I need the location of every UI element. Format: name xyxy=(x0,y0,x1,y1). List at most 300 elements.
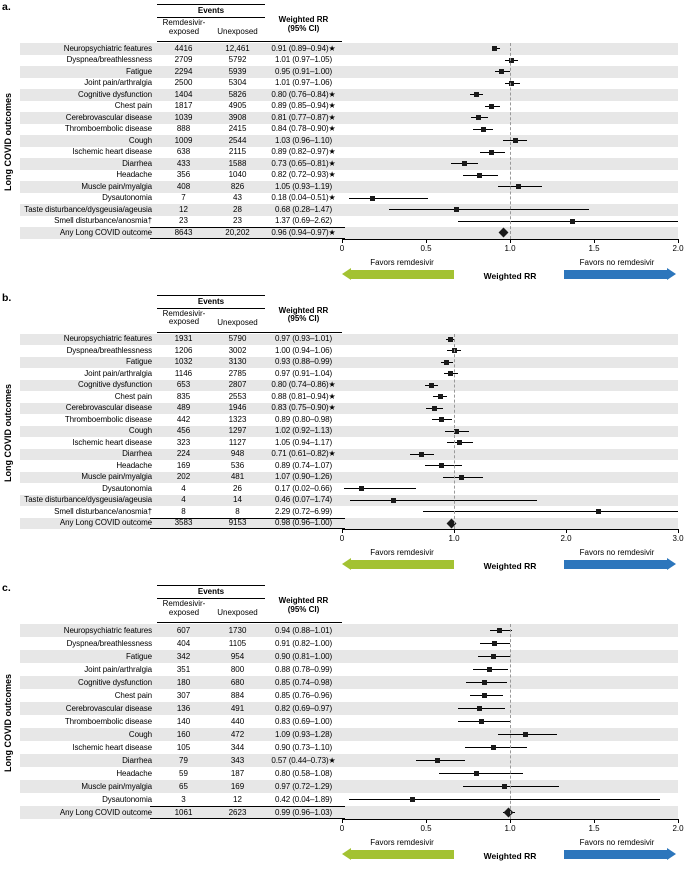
axis-footer xyxy=(20,838,678,869)
forest-rows xyxy=(20,43,678,239)
outcome-row xyxy=(20,43,678,55)
outcome-row xyxy=(20,495,678,507)
outcome-row xyxy=(20,334,678,346)
favors-left-label: Favors remdesivir xyxy=(370,838,434,847)
unexposed-count: 5939 xyxy=(228,66,247,76)
exposed-count: 160 xyxy=(176,729,191,739)
outcome-row xyxy=(20,124,678,136)
outcome-label: Fatigue xyxy=(126,651,152,661)
exposed-count: 356 xyxy=(176,170,191,180)
unexposed-count: 1323 xyxy=(228,414,247,424)
outcome-label: Dysautonomia xyxy=(102,483,152,493)
point-estimate-marker xyxy=(474,771,479,776)
exposed-count: 140 xyxy=(176,716,191,726)
ci-line xyxy=(423,511,678,512)
exposed-count: 1146 xyxy=(174,368,193,378)
outcome-label: Smell disturbance/anosmia† xyxy=(54,506,152,516)
rr-ci-value: 1.02 (0.92–1.13) xyxy=(274,426,333,436)
exposed-count: 79 xyxy=(179,755,188,765)
axis-tick xyxy=(566,529,567,533)
exposed-count: 4416 xyxy=(174,43,193,53)
exposed-count: 2294 xyxy=(174,66,193,76)
favors-left-arrow xyxy=(351,270,454,279)
rr-ci-value: 0.82 (0.69–0.97) xyxy=(274,703,333,713)
rr-ci-value: 0.81 (0.77–0.87)★ xyxy=(271,112,336,122)
rr-ci-value: 0.18 (0.04–0.51)★ xyxy=(271,193,336,203)
favors-right-arrow xyxy=(564,850,667,859)
outcome-row xyxy=(20,101,678,113)
axis-tick xyxy=(678,239,679,243)
point-estimate-marker xyxy=(444,360,449,365)
forest-rows xyxy=(20,334,678,530)
forest-rows xyxy=(20,624,678,819)
outcome-label: Diarrhea xyxy=(122,158,152,168)
ci-line xyxy=(465,747,527,748)
axis-tick xyxy=(342,819,343,823)
rr-ci-value: 0.80 (0.76–0.84)★ xyxy=(271,89,336,99)
rr-ci-value: 0.88 (0.78–0.99) xyxy=(274,664,333,674)
rr-ci-value: 0.42 (0.04–1.89) xyxy=(274,794,333,804)
unexposed-count: 472 xyxy=(230,729,245,739)
unexposed-count: 187 xyxy=(230,768,245,778)
outcome-row xyxy=(20,637,678,650)
rr-ci-value: 0.71 (0.61–0.82)★ xyxy=(271,449,336,459)
point-estimate-marker xyxy=(570,219,575,224)
outcome-label: Cerebrovascular disease xyxy=(65,703,152,713)
outcome-row xyxy=(20,193,678,205)
outcome-label: Thromboembolic disease xyxy=(64,124,152,134)
overall-diamond-marker xyxy=(498,228,508,238)
outcome-label: Cognitive dysfunction xyxy=(78,89,152,99)
exposed-count: 105 xyxy=(176,742,191,752)
ci-line xyxy=(458,221,678,222)
axis-line xyxy=(342,529,678,530)
exposed-count: 1039 xyxy=(174,112,193,122)
point-estimate-marker xyxy=(596,509,601,514)
point-estimate-marker xyxy=(491,745,496,750)
exposed-count: 433 xyxy=(176,158,191,168)
y-axis-label: Long COVID outcomes xyxy=(3,93,13,192)
exposed-count: 456 xyxy=(176,426,191,436)
point-estimate-marker xyxy=(502,784,507,789)
unexposed-count: 440 xyxy=(230,716,245,726)
outcome-row xyxy=(20,345,678,357)
outcome-row xyxy=(20,204,678,216)
unexposed-count: 1040 xyxy=(228,170,247,180)
axis-tick-label: 3.0 xyxy=(672,534,684,543)
exposed-count: 2709 xyxy=(174,55,193,65)
unexposed-count: 826 xyxy=(230,181,245,191)
point-estimate-marker xyxy=(370,196,375,201)
outcome-row xyxy=(20,380,678,392)
unexposed-count: 3002 xyxy=(228,345,247,355)
unexposed-count: 2415 xyxy=(228,124,247,134)
column-header-unexposed: Unexposed xyxy=(217,27,258,36)
ci-line xyxy=(344,488,416,489)
axis-tick xyxy=(426,239,427,243)
outcome-row xyxy=(20,518,678,530)
exposed-count: 4 xyxy=(181,483,186,493)
point-estimate-marker xyxy=(479,719,484,724)
outcome-label: Any Long COVID outcome xyxy=(59,518,152,528)
outcome-label: Cough xyxy=(128,426,152,436)
outcome-label: Dyspnea/breathlessness xyxy=(66,345,152,355)
point-estimate-marker xyxy=(432,406,437,411)
rr-ci-value: 0.91 (0.89–0.94)★ xyxy=(271,43,336,53)
exposed-count: 607 xyxy=(176,625,191,635)
outcome-label: Thromboembolic disease xyxy=(64,716,152,726)
column-header-events: Events xyxy=(197,6,225,15)
exposed-count: 3583 xyxy=(174,518,193,528)
weighted-rr-axis-label: Weighted RR xyxy=(483,561,537,571)
exposed-count: 59 xyxy=(179,768,188,778)
rr-ci-value: 0.89 (0.80–0.98) xyxy=(274,414,333,424)
ci-line xyxy=(458,721,510,722)
exposed-count: 1404 xyxy=(174,89,193,99)
point-estimate-marker xyxy=(491,654,496,659)
point-estimate-marker xyxy=(454,207,459,212)
outcome-label: Cerebrovascular disease xyxy=(65,112,152,122)
panel-body xyxy=(20,3,684,289)
axis-tick-label: 0 xyxy=(339,243,345,253)
point-estimate-marker xyxy=(448,371,453,376)
exposed-count: 489 xyxy=(176,403,191,413)
exposed-count: 23 xyxy=(179,216,188,226)
unexposed-count: 1730 xyxy=(228,625,247,635)
exposed-count: 1931 xyxy=(174,334,193,344)
point-estimate-marker xyxy=(410,797,415,802)
rr-ci-value: 0.46 (0.07–1.74) xyxy=(274,495,333,505)
exposed-count: 1817 xyxy=(174,101,193,111)
unexposed-count: 1127 xyxy=(228,437,247,447)
outcome-row xyxy=(20,449,678,461)
outcome-row xyxy=(20,663,678,676)
outcome-label: Cognitive dysfunction xyxy=(78,677,152,687)
rr-ci-value: 1.09 (0.93–1.28) xyxy=(274,729,333,739)
column-header-unexposed: Unexposed xyxy=(217,608,258,617)
ci-line xyxy=(416,760,465,761)
column-header-unexposed: Unexposed xyxy=(217,317,258,327)
outcome-row xyxy=(20,368,678,380)
outcome-row xyxy=(20,806,678,819)
exposed-count: 224 xyxy=(176,449,191,459)
outcome-row xyxy=(20,55,678,67)
point-estimate-marker xyxy=(523,732,528,737)
rr-ci-value: 0.94 (0.88–1.01) xyxy=(274,625,333,635)
rr-ci-value: 2.29 (0.72–6.99) xyxy=(274,506,333,516)
panel-letter: a. xyxy=(2,1,11,13)
outcome-label: Fatigue xyxy=(126,66,152,76)
unexposed-count: 536 xyxy=(230,460,245,470)
outcome-label: Chest pain xyxy=(114,690,152,700)
point-estimate-marker xyxy=(513,138,518,143)
rr-ci-value: 0.89 (0.85–0.94)★ xyxy=(271,101,336,111)
ci-line xyxy=(349,198,428,199)
rr-ci-value: 1.37 (0.69–2.62) xyxy=(274,216,333,226)
point-estimate-marker xyxy=(487,667,492,672)
outcome-row xyxy=(20,135,678,147)
exposed-count: 1032 xyxy=(174,357,193,367)
header-bottom-rule xyxy=(157,622,342,623)
exposed-count: 888 xyxy=(176,124,191,134)
outcome-label: Cough xyxy=(128,729,152,739)
column-header-exposed: Remdesivir- exposed xyxy=(162,599,206,617)
unexposed-count: 43 xyxy=(233,193,242,203)
rr-ci-value: 0.73 (0.65–0.81)★ xyxy=(271,158,336,168)
outcome-row xyxy=(20,483,678,495)
rr-ci-value: 1.05 (0.94–1.17) xyxy=(274,437,333,447)
rr-ci-value: 0.84 (0.78–0.90)★ xyxy=(271,124,336,134)
point-estimate-marker xyxy=(457,440,462,445)
outcome-row xyxy=(20,460,678,472)
exposed-count: 4 xyxy=(181,495,186,505)
point-estimate-marker xyxy=(439,417,444,422)
outcome-row xyxy=(20,506,678,518)
unexposed-count: 2785 xyxy=(228,368,247,378)
unexposed-count: 169 xyxy=(230,781,245,791)
axis-tick-label: 0.5 xyxy=(420,243,432,253)
unexposed-count: 4905 xyxy=(228,101,247,111)
rr-ci-value: 0.82 (0.72–0.93)★ xyxy=(271,170,336,180)
exposed-count: 638 xyxy=(176,147,191,157)
outcome-label: Neuropsychiatric features xyxy=(63,334,152,344)
rr-ci-value: 0.80 (0.58–1.08) xyxy=(274,768,333,778)
outcome-row xyxy=(20,715,678,728)
x-axis xyxy=(20,529,684,546)
outcome-label: Any Long COVID outcome xyxy=(59,807,152,817)
axis-footer xyxy=(20,548,678,579)
exposed-count: 408 xyxy=(176,181,191,191)
axis-tick xyxy=(678,819,679,823)
unexposed-count: 5792 xyxy=(228,55,247,65)
unexposed-count: 2115 xyxy=(228,147,247,157)
exposed-count: 136 xyxy=(176,703,191,713)
rr-ci-value: 0.83 (0.69–1.00) xyxy=(274,716,333,726)
exposed-count: 180 xyxy=(176,677,191,687)
column-header-exposed: Remdesivir- exposed xyxy=(162,308,206,327)
favors-left-arrow xyxy=(351,850,454,859)
rr-ci-value: 1.05 (0.93–1.19) xyxy=(274,181,333,191)
exposed-count: 8 xyxy=(181,506,186,516)
outcome-label: Ischemic heart disease xyxy=(72,147,152,157)
unexposed-count: 954 xyxy=(230,651,245,661)
point-estimate-marker xyxy=(419,452,424,457)
axis-tick xyxy=(594,819,595,823)
point-estimate-marker xyxy=(459,475,464,480)
outcome-row xyxy=(20,472,678,484)
panel-a xyxy=(0,3,685,289)
unexposed-count: 5826 xyxy=(228,89,247,99)
outcome-label: Neuropsychiatric features xyxy=(63,43,152,53)
outcome-row xyxy=(20,216,678,228)
axis-tick-label: 2.0 xyxy=(672,824,684,833)
point-estimate-marker xyxy=(477,173,482,178)
outcome-row xyxy=(20,728,678,741)
rr-ci-value: 0.80 (0.74–0.86)★ xyxy=(271,380,336,390)
outcome-row xyxy=(20,170,678,182)
overall-diamond-marker xyxy=(503,808,513,818)
point-estimate-marker xyxy=(429,383,434,388)
rr-ci-value: 0.91 (0.82–1.00) xyxy=(274,638,333,648)
rr-ci-value: 0.83 (0.75–0.90)★ xyxy=(271,403,336,413)
outcome-label: Cerebrovascular disease xyxy=(65,403,152,413)
column-header-weighted-rr: Weighted RR (95% CI) xyxy=(278,596,329,614)
outcome-label: Cognitive dysfunction xyxy=(78,380,152,390)
point-estimate-marker xyxy=(482,680,487,685)
weighted-rr-axis-label: Weighted RR xyxy=(483,270,537,281)
panel-c xyxy=(0,584,685,869)
point-estimate-marker xyxy=(516,184,521,189)
rr-ci-value: 0.57 (0.44–0.73)★ xyxy=(271,755,336,765)
favors-right-label: Favors no remdesivir xyxy=(579,548,655,557)
outcome-row xyxy=(20,78,678,90)
events-top-rule xyxy=(157,295,265,296)
rr-ci-value: 0.85 (0.74–0.98) xyxy=(274,677,333,687)
axis-footer xyxy=(20,258,678,289)
favors-right-arrow xyxy=(564,560,667,569)
axis-tick-label: 2.0 xyxy=(560,534,572,543)
rr-ci-value: 0.17 (0.02–0.66) xyxy=(274,483,333,493)
unexposed-count: 9153 xyxy=(228,518,247,528)
unexposed-count: 1105 xyxy=(228,638,247,648)
outcome-label: Dyspnea/breathlessness xyxy=(66,55,152,65)
exposed-count: 442 xyxy=(176,414,191,424)
outcome-label: Diarrhea xyxy=(122,755,152,765)
outcome-label: Neuropsychiatric features xyxy=(63,625,152,635)
rr-ci-value: 0.90 (0.81–1.00) xyxy=(274,651,333,661)
unexposed-count: 948 xyxy=(230,449,245,459)
exposed-count: 835 xyxy=(176,391,191,401)
outcome-label: Cough xyxy=(128,135,152,145)
unexposed-count: 5304 xyxy=(228,78,247,88)
header-bottom-rule xyxy=(157,332,342,333)
outcome-label: Dysautonomia xyxy=(102,794,152,804)
outcome-row xyxy=(20,66,678,78)
outcome-label: Chest pain xyxy=(114,101,152,111)
rr-ci-value: 0.97 (0.91–1.04) xyxy=(274,368,333,378)
overall-diamond-marker xyxy=(447,518,457,528)
rr-ci-value: 0.98 (0.96–1.00) xyxy=(274,518,333,528)
weighted-rr-axis-label: Weighted RR xyxy=(483,851,537,861)
outcome-label: Any Long COVID outcome xyxy=(59,227,152,237)
rr-ci-value: 1.01 (0.97–1.06) xyxy=(274,78,333,88)
axis-tick-label: 2.0 xyxy=(672,243,684,253)
point-estimate-marker xyxy=(477,706,482,711)
outcome-label: Fatigue xyxy=(126,357,152,367)
unexposed-count: 481 xyxy=(230,472,245,482)
unexposed-count: 20,202 xyxy=(225,227,250,237)
point-estimate-marker xyxy=(482,693,487,698)
outcome-label: Chest pain xyxy=(114,391,152,401)
point-estimate-marker xyxy=(439,463,444,468)
exposed-count: 3 xyxy=(181,794,186,804)
unexposed-count: 491 xyxy=(230,703,245,713)
exposed-count: 12 xyxy=(179,204,188,214)
axis-tick-label: 0 xyxy=(339,824,345,833)
point-estimate-marker xyxy=(492,641,497,646)
axis-tick xyxy=(678,529,679,533)
header-bottom-rule xyxy=(157,41,342,42)
unexposed-count: 12,461 xyxy=(225,43,250,53)
unexposed-count: 2544 xyxy=(228,135,247,145)
point-estimate-marker xyxy=(489,104,494,109)
outcome-label: Thromboembolic disease xyxy=(64,414,152,424)
outcome-label: Taste disturbance/dysgeusia/ageusia xyxy=(24,204,152,214)
outcome-label: Dysautonomia xyxy=(102,193,152,203)
rr-ci-value: 0.89 (0.82–0.97)★ xyxy=(271,147,336,157)
unexposed-count: 1297 xyxy=(228,426,247,436)
unexposed-count: 2807 xyxy=(228,380,247,390)
rr-ci-value: 0.85 (0.76–0.96) xyxy=(274,690,333,700)
point-estimate-marker xyxy=(474,92,479,97)
x-axis xyxy=(20,239,684,256)
unexposed-count: 14 xyxy=(233,495,242,505)
outcome-row xyxy=(20,227,678,239)
outcome-label: Taste disturbance/dysgeusia/ageusia xyxy=(24,495,152,505)
table-header xyxy=(20,3,678,43)
outcome-label: Muscle pain/myalgia xyxy=(81,472,152,482)
panel-b xyxy=(0,291,685,580)
exposed-count: 351 xyxy=(176,664,191,674)
outcome-row xyxy=(20,158,678,170)
outcome-row xyxy=(20,89,678,101)
rr-ci-value: 0.99 (0.96–1.03) xyxy=(274,807,333,817)
outcome-label: Diarrhea xyxy=(122,449,152,459)
point-estimate-marker xyxy=(476,115,481,120)
outcome-row xyxy=(20,414,678,426)
exposed-count: 404 xyxy=(176,638,191,648)
panel-body xyxy=(20,294,684,580)
exposed-count: 653 xyxy=(176,380,191,390)
outcome-label: Joint pain/arthralgia xyxy=(84,368,152,378)
rr-ci-value: 0.89 (0.74–1.07) xyxy=(274,460,333,470)
outcome-row xyxy=(20,112,678,124)
x-axis xyxy=(20,819,684,836)
outcome-label: Joint pain/arthralgia xyxy=(84,664,152,674)
exposed-count: 342 xyxy=(176,651,191,661)
unexposed-count: 680 xyxy=(230,677,245,687)
outcome-row xyxy=(20,741,678,754)
outcome-label: Ischemic heart disease xyxy=(72,742,152,752)
rr-ci-value: 0.95 (0.91–1.00) xyxy=(274,66,333,76)
outcome-row xyxy=(20,689,678,702)
rr-ci-value: 0.88 (0.81–0.94)★ xyxy=(271,391,336,401)
reference-line xyxy=(454,334,455,530)
y-axis-label: Long COVID outcomes xyxy=(3,383,13,482)
outcome-label: Muscle pain/myalgia xyxy=(81,781,152,791)
outcome-label: Dyspnea/breathlessness xyxy=(66,638,152,648)
panel-letter: c. xyxy=(2,582,11,594)
unexposed-count: 343 xyxy=(230,755,245,765)
column-header-exposed: Remdesivir- exposed xyxy=(162,18,206,36)
axis-tick xyxy=(342,529,343,533)
outcome-label: Ischemic heart disease xyxy=(72,437,152,447)
axis-tick xyxy=(510,239,511,243)
unexposed-count: 26 xyxy=(233,483,242,493)
unexposed-count: 344 xyxy=(230,742,245,752)
column-header-events: Events xyxy=(197,587,225,596)
point-estimate-marker xyxy=(462,161,467,166)
outcome-row xyxy=(20,391,678,403)
panel-body xyxy=(20,584,684,869)
table-header xyxy=(20,294,678,334)
outcome-row xyxy=(20,793,678,806)
axis-tick-label: 1.5 xyxy=(588,824,600,833)
point-estimate-marker xyxy=(489,150,494,155)
unexposed-count: 8 xyxy=(235,506,240,516)
outcome-row xyxy=(20,702,678,715)
exposed-count: 8643 xyxy=(174,227,193,237)
